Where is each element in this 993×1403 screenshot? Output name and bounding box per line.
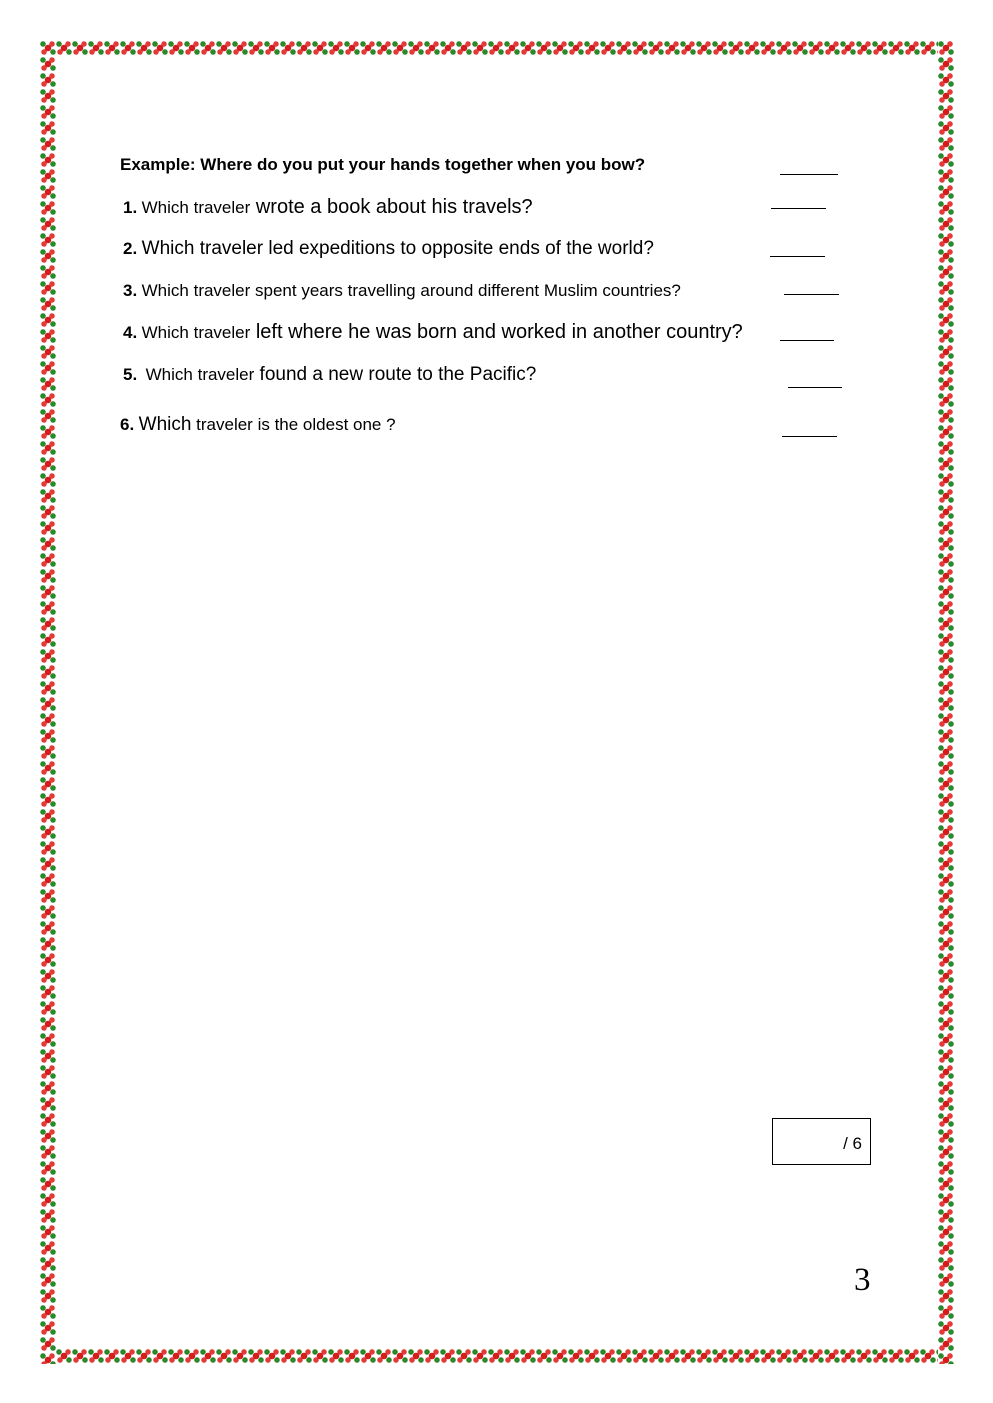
question-number: 6. [120, 415, 135, 434]
question-number: 2. [123, 239, 138, 258]
answer-blank-1[interactable] [771, 208, 826, 209]
example-text: Example: Where do you put your hands together when you bow? [120, 155, 646, 174]
question-2 [123, 238, 654, 260]
example-question [120, 155, 645, 175]
question-text: left where he was born and worked in another country? [250, 321, 743, 343]
question-lead: Which traveler [141, 323, 251, 342]
poinsettia-border-right [938, 40, 954, 1364]
question-lead: Which traveler [145, 365, 255, 384]
score-total: / 6 [843, 1134, 862, 1153]
question-4 [123, 321, 743, 344]
question-lead: Which traveler [141, 281, 251, 300]
question-number: 4. [123, 323, 138, 342]
example-answer-blank[interactable] [780, 174, 838, 175]
question-text: traveler is the oldest one ? [191, 415, 396, 434]
page-number: 3 [854, 1262, 871, 1298]
question-number: 1. [123, 198, 138, 217]
poinsettia-border-top [40, 40, 954, 56]
question-lead: Which [138, 414, 192, 435]
question-6 [120, 414, 396, 436]
answer-blank-6[interactable] [782, 436, 837, 437]
question-number: 5. [123, 365, 138, 384]
answer-blank-5[interactable] [788, 387, 842, 388]
question-number: 3. [123, 281, 138, 300]
question-lead: Which traveler [141, 198, 251, 217]
question-text: led expeditions to opposite ends of the world? [263, 238, 654, 259]
poinsettia-border-bottom [40, 1348, 954, 1364]
question-text: spent years travelling around different Muslim countries? [250, 281, 681, 300]
answer-blank-2[interactable] [770, 256, 825, 257]
question-1 [123, 196, 533, 219]
poinsettia-border-left [40, 40, 56, 1364]
score-box[interactable] [772, 1118, 871, 1165]
answer-blank-4[interactable] [780, 340, 834, 341]
question-text: found a new route to the Pacific? [254, 364, 537, 385]
question-text: wrote a book about his travels? [250, 196, 533, 218]
question-5 [123, 364, 536, 386]
question-3 [123, 281, 681, 301]
answer-blank-3[interactable] [784, 294, 839, 295]
question-lead: Which traveler [141, 238, 264, 259]
